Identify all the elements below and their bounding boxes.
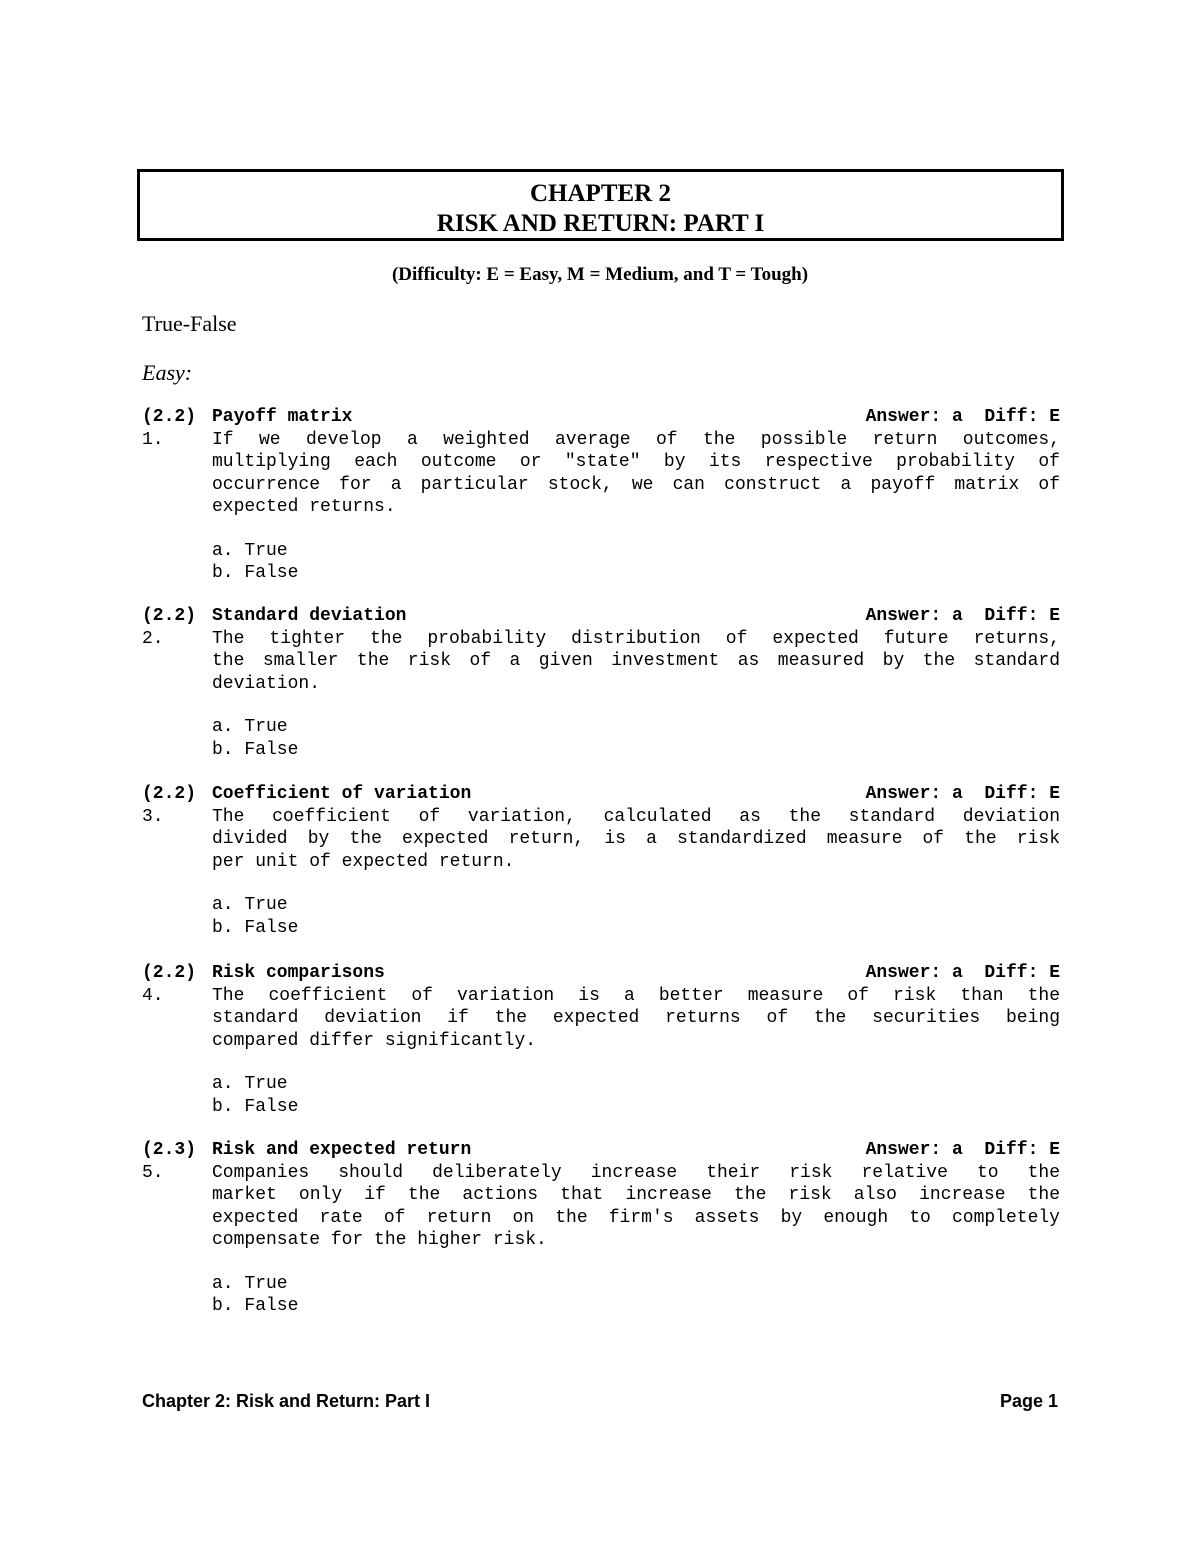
answer-key: Answer: a Diff: E (865, 407, 1060, 427)
question-number: 2. (142, 628, 164, 649)
question-line: compensate for the higher risk. (212, 1230, 547, 1250)
answer-options (212, 540, 1060, 585)
question-1 (142, 406, 1060, 585)
answer-key: Answer: a Diff: E (865, 606, 1060, 626)
question-4 (142, 962, 1060, 1118)
question-line: divided by the expected return, is a standardized measure of the risk (212, 829, 1060, 849)
question-number: 5. (142, 1162, 164, 1183)
option-true: a. True (212, 540, 288, 561)
question-5 (142, 1139, 1060, 1318)
question-header (142, 406, 1060, 429)
question-number: 3. (142, 806, 164, 827)
option-true: a. True (212, 717, 288, 737)
question-topic: Risk and expected return (212, 1140, 472, 1160)
option-false: b. False (212, 739, 299, 760)
answer-options (212, 1073, 1060, 1118)
question-line: The coefficient of variation is a better measure of risk than the (212, 985, 1060, 1006)
chapter-title: RISK AND RETURN: PART I (436, 210, 765, 237)
question-topic: Standard deviation (212, 606, 407, 626)
question-body (142, 1162, 1060, 1252)
section-title: True-False (142, 311, 237, 336)
question-line: occurrence for a particular stock, we can construct a payoff matrix of (212, 474, 1060, 495)
question-body (142, 985, 1060, 1053)
answer-options (212, 716, 1060, 761)
option-false: b. False (212, 1296, 299, 1316)
question-text (212, 429, 1060, 519)
question-header (142, 605, 1060, 628)
option-true: a. True (212, 895, 288, 915)
option-false: b. False (212, 563, 299, 583)
question-line: the smaller the risk of a given investment as measured by the standard (212, 651, 1060, 671)
option-true: a. True (212, 1273, 288, 1294)
question-line: If we develop a weighted average of the possible return outcomes, (212, 429, 1060, 450)
difficulty-legend: (Difficulty: E = Easy, M = Medium, and T = Tough) (391, 264, 809, 285)
subsection-title: Easy: (142, 360, 193, 385)
option-false: b. False (212, 1096, 299, 1117)
question-number: 4. (142, 985, 164, 1006)
question-line: standard deviation if the expected returns of the securities being (212, 1008, 1060, 1028)
chapter-number: CHAPTER 2 (530, 180, 671, 207)
option-false: b. False (212, 917, 299, 938)
chapter-title-box (137, 169, 1064, 241)
answer-key: Answer: a Diff: E (865, 1140, 1060, 1160)
question-line: The coefficient of variation, calculated as the standard deviation (212, 806, 1060, 827)
question-text (212, 1162, 1060, 1252)
section-ref: (2.2) (142, 407, 197, 427)
footer-page-number: Page 1 (999, 1391, 1058, 1411)
question-line: market only if the actions that increase the risk also increase the (212, 1185, 1060, 1205)
answer-options (212, 894, 1060, 939)
section-ref: (2.2) (142, 606, 197, 626)
question-body (142, 806, 1060, 874)
question-header (142, 1139, 1060, 1162)
question-text (212, 806, 1060, 874)
section-ref: (2.2) (142, 784, 197, 804)
question-2 (142, 605, 1060, 761)
question-line: compared differ significantly. (212, 1030, 537, 1051)
question-header (142, 962, 1060, 985)
question-line: The tighter the probability distribution of expected future returns, (212, 628, 1060, 649)
question-text (212, 628, 1060, 696)
question-line: per unit of expected return. (212, 851, 515, 872)
question-body (142, 628, 1060, 696)
question-topic: Risk comparisons (212, 963, 385, 983)
question-topic: Payoff matrix (212, 407, 353, 427)
option-true: a. True (212, 1074, 288, 1094)
section-ref: (2.2) (142, 963, 197, 983)
question-body (142, 429, 1060, 519)
question-line: multiplying each outcome or "state" by its respective probability of (212, 452, 1060, 472)
question-line: Companies should deliberately increase their risk relative to the (212, 1162, 1060, 1183)
question-topic: Coefficient of variation (212, 784, 472, 804)
question-number: 1. (142, 429, 164, 450)
answer-options (212, 1273, 1060, 1318)
question-text (212, 985, 1060, 1053)
section-ref: (2.3) (142, 1140, 197, 1160)
answer-key: Answer: a Diff: E (865, 784, 1060, 804)
answer-key: Answer: a Diff: E (865, 963, 1060, 983)
question-header (142, 783, 1060, 806)
question-line: expected returns. (212, 497, 396, 517)
question-3 (142, 783, 1060, 939)
question-line: expected rate of return on the firm's assets by enough to completely (212, 1207, 1060, 1228)
footer-chapter-title: Chapter 2: Risk and Return: Part I (142, 1391, 431, 1411)
question-line: deviation. (212, 673, 321, 694)
